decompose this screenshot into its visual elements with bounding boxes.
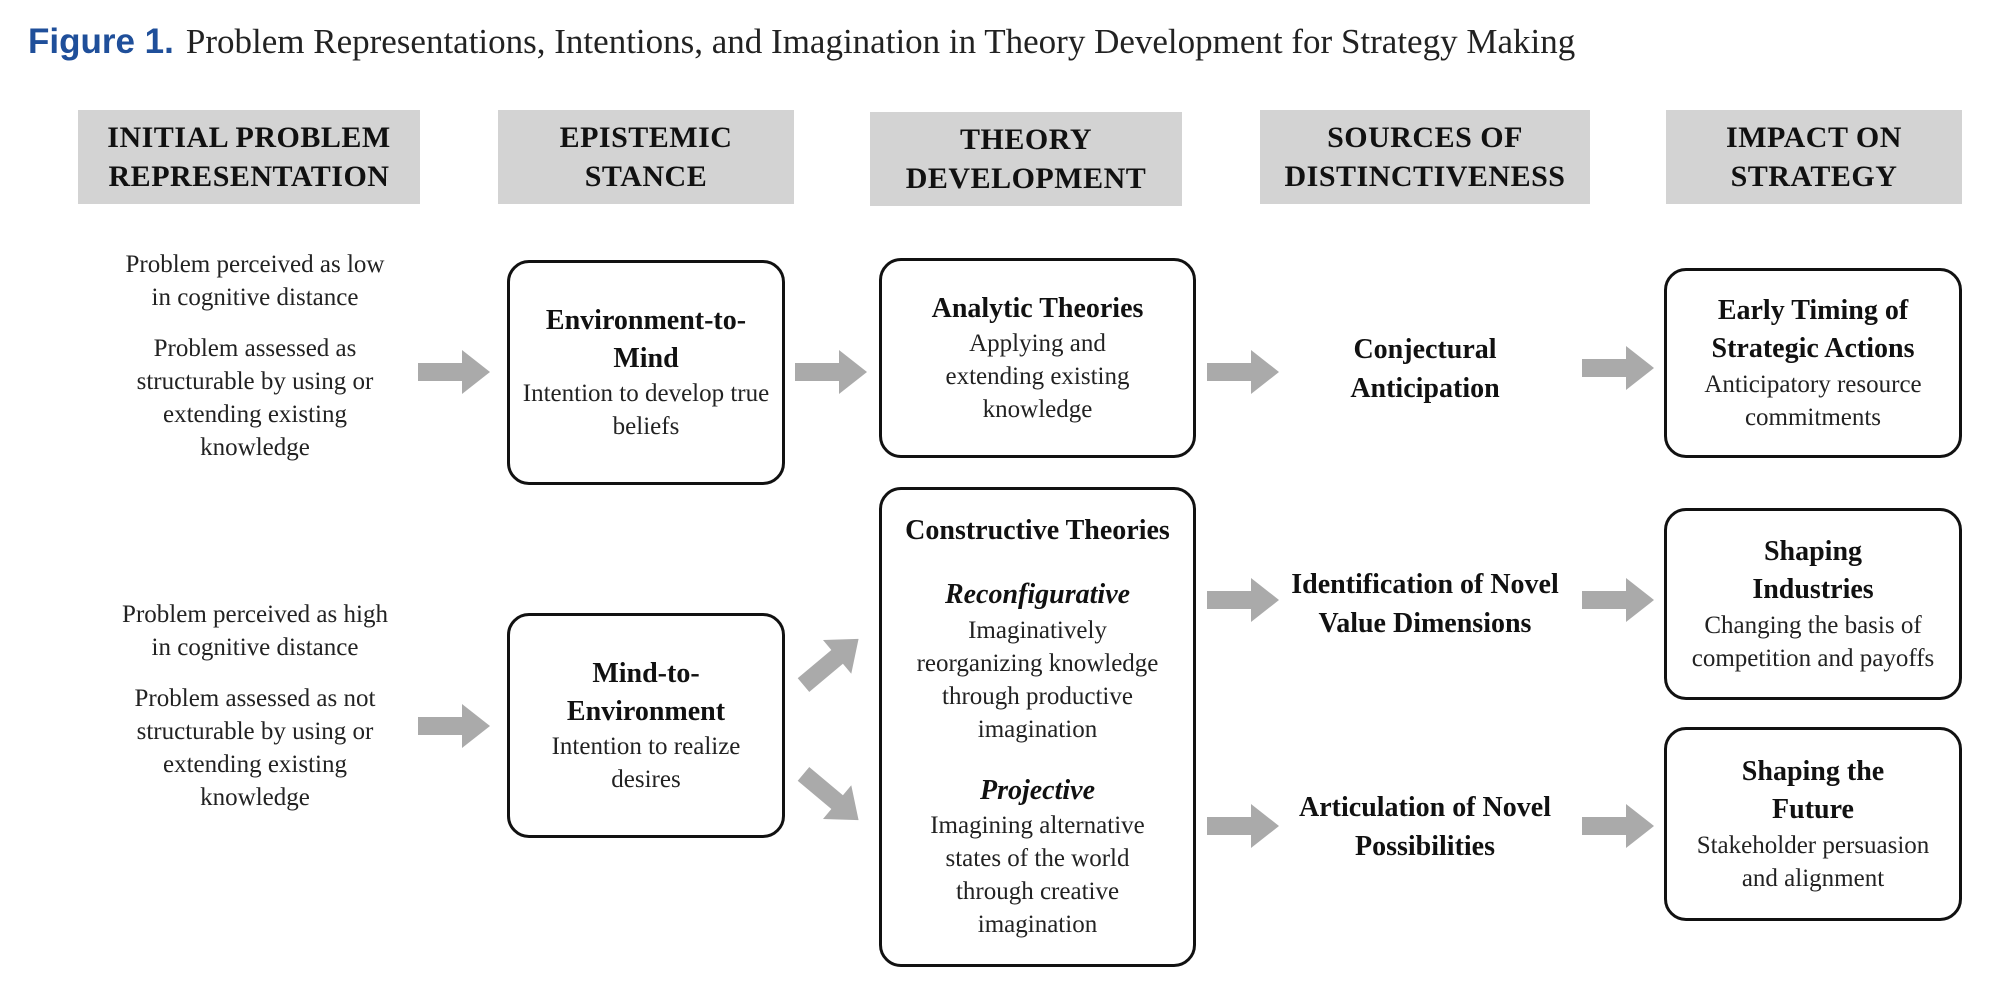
impact-early-timing-box	[1664, 268, 1962, 458]
problem-low-group	[115, 248, 395, 464]
figure-title	[28, 22, 1978, 78]
problem-low-perceived: Problem perceived as low in cognitive distance	[125, 251, 385, 311]
arrow-env-mind-to-analytic	[795, 350, 867, 394]
header-sources-of-distinctiveness: SOURCES OF DISTINCTIVENESS	[1260, 110, 1590, 204]
problem-high-assessed: Problem assessed as not structurable by using or extending existing knowledge	[134, 685, 376, 811]
arrow-problem-high-to-mind-env	[418, 704, 490, 748]
arrow-projective-to-articulation	[1207, 804, 1279, 848]
stance-mind-to-env-desc: Intention to realize desires	[551, 733, 741, 794]
header-theory-development: THEORY DEVELOPMENT	[870, 112, 1182, 206]
arrow-conjectural-to-early-timing	[1582, 346, 1654, 390]
impact-shaping-future-box	[1664, 727, 1962, 921]
reconfigurative-desc: Imaginatively reorganizing knowledge through productive imagination	[916, 616, 1159, 743]
impact-shaping-industries-box	[1664, 508, 1962, 700]
projective-desc: Imagining alternative states of the world through creative imagination	[930, 812, 1145, 939]
stance-mind-to-env-box	[507, 613, 785, 838]
reconfigurative-title: Reconfigurative	[944, 578, 1131, 610]
stance-env-to-mind-desc: Intention to develop true beliefs	[522, 380, 770, 441]
arrow-articulation-to-shaping-future	[1582, 804, 1654, 848]
analytic-theories-box	[879, 258, 1196, 458]
figure-label: Figure 1.	[28, 22, 174, 61]
stance-mind-to-env-title: Mind-to-Environment	[566, 657, 726, 727]
arrow-mind-env-to-reconfigurative	[789, 622, 872, 702]
arrow-analytic-to-conjectural	[1207, 350, 1279, 394]
arrow-identification-to-shaping-industries	[1582, 578, 1654, 622]
arrow-problem-low-to-env-mind	[418, 350, 490, 394]
projective-title: Projective	[979, 774, 1096, 806]
impact-shaping-future-desc: Stakeholder persuasion and alignment	[1696, 831, 1930, 892]
stance-env-to-mind-box	[507, 260, 785, 485]
analytic-theories-desc: Applying and extending existing knowledge	[945, 330, 1130, 424]
constructive-theories-title: Constructive Theories	[905, 515, 1170, 546]
problem-low-assessed: Problem assessed as structurable by using or extending existing knowledge	[136, 335, 374, 461]
source-identification-novel-value: Identification of Novel Value Dimensions	[1291, 569, 1559, 639]
header-initial-problem: INITIAL PROBLEM REPRESENTATION	[78, 110, 420, 204]
impact-early-timing-title: Early Timing of Strategic Actions	[1711, 295, 1915, 364]
figure-caption: Problem Representations, Intentions, and Imagination in Theory Development for Strategy Making	[185, 22, 1576, 61]
impact-shaping-future-title: Shaping the Future	[1741, 756, 1885, 825]
impact-shaping-industries-title: Shaping Industries	[1752, 536, 1874, 605]
constructive-theories-box	[879, 487, 1196, 967]
header-impact-on-strategy: IMPACT ON STRATEGY	[1666, 110, 1962, 204]
header-epistemic-stance: EPISTEMIC STANCE	[498, 110, 794, 204]
source-articulation-novel-possibilities: Articulation of Novel Possibilities	[1299, 792, 1551, 862]
problem-high-group	[115, 598, 395, 814]
stance-env-to-mind-title: Environment-to-Mind	[545, 304, 747, 374]
arrow-mind-env-to-projective	[789, 757, 872, 837]
analytic-theories-title: Analytic Theories	[931, 292, 1144, 324]
arrow-reconfigurative-to-identification	[1207, 578, 1279, 622]
problem-high-perceived: Problem perceived as high in cognitive distance	[122, 601, 388, 661]
impact-early-timing-desc: Anticipatory resource commitments	[1704, 370, 1922, 431]
impact-shaping-industries-desc: Changing the basis of competition and payoffs	[1691, 611, 1935, 672]
source-conjectural-anticipation: Conjectural Anticipation	[1350, 334, 1500, 404]
